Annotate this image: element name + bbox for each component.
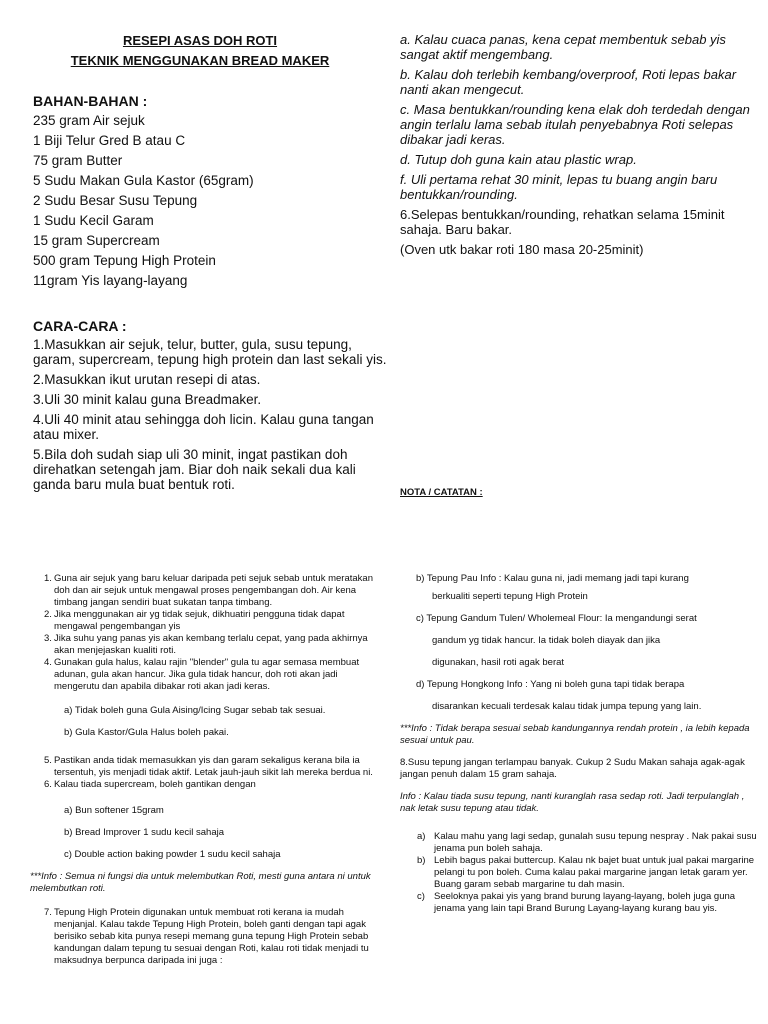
ingredient-item: 500 gram Tepung High Protein	[33, 253, 216, 268]
item-number: 4.	[44, 657, 52, 668]
sub-item: a) Bun softener 15gram	[64, 805, 164, 816]
right-notes	[400, 32, 758, 262]
sub-item	[400, 891, 758, 915]
item-text: Jika suhu yang panas yis akan kembang terlalu cepat, yang pada akhirnya akan menjejaskan kualiti roti.	[54, 633, 368, 656]
info-note: ***Info : Tidak berapa sesuai sebab kandungannya rendah protein , ia lebih kepada sesuai untuk pau.	[400, 723, 750, 746]
method-steps	[33, 337, 388, 497]
method-step: 3.Uli 30 minit kalau guna Breadmaker.	[33, 392, 262, 407]
sub-item	[400, 855, 758, 891]
method-step: 2.Masukkan ikut urutan resepi di atas.	[33, 372, 261, 387]
ingredients-list	[33, 111, 383, 291]
method-step: 5.Bila doh sudah siap uli 30 minit, ingat pastikan doh direhatkan setengah jam. Biar doh naik sekali dua kali ganda baru mula buat bentuk roti.	[33, 447, 356, 492]
flour-c-line: digunakan, hasil roti agak berat	[432, 657, 565, 668]
item-text: Pastikan anda tidak memasukkan yis dan garam sekaligus kerana bila ia tersentuh, yis menjadi tidak aktif. Letak jauh-jauh sikit lah mereka berdua ni.	[54, 755, 373, 778]
note-c: c. Masa bentukkan/rounding kena elak doh terdedah dengan angin terlalu lama sebab itulah penyebabnya Roti selepas dibakar jadi keras.	[400, 102, 750, 147]
info-note: ***Info : Semua ni fungsi dia untuk melembutkan Roti, mesti guna antara ni untuk melembutkan roti.	[30, 871, 371, 894]
note-oven: (Oven utk bakar roti 180 masa 20-25minit)	[400, 242, 644, 257]
ingredient-item: 1 Biji Telur Gred B atau C	[33, 133, 186, 148]
note-item-5	[30, 755, 375, 779]
sub-item: a) Tidak boleh guna Gula Aising/Icing Sugar sebab tak sesuai.	[64, 705, 326, 716]
item-number: 1.	[44, 573, 52, 584]
sub-item-text: Seeloknya pakai yis yang brand burung layang-layang, boleh juga guna jenama yang lain tapi Brand Burung Layang-layang kurang bau yis.	[434, 891, 736, 914]
ingredient-item: 15 gram Supercream	[33, 233, 160, 248]
item-number: 6.	[44, 779, 52, 790]
item-text: Tepung High Protein digunakan untuk membuat roti kerana ia mudah menjanjal. Kalau takde Tepung High Protein, boleh ganti dengan tapi agak berisiko sebab kita punya resepi memang guna tepung High Protein sebab kandungan dalam tepung tu sesuai dengan Roti, kalau roti tidak menjadi tu maksudnya berpunca daripada ini juga :	[54, 907, 369, 966]
sub-item-letter: a)	[417, 831, 426, 842]
item-number: 3.	[44, 633, 52, 644]
note-item-3	[30, 633, 375, 657]
item-number: 2.	[44, 609, 52, 620]
recipe-subtitle: TEKNIK MENGGUNAKAN BREAD MAKER	[70, 53, 330, 68]
flour-b-line: b) Tepung Pau Info : Kalau guna ni, jadi memang jadi tapi kurang	[416, 573, 689, 584]
item-text: Gunakan gula halus, kalau rajin "blender" gula tu agar semasa membuat adunan, gula akan hancur. Jika gula tidak hancur, doh roti akan jadi mengerutu dan apabila dibakar roti akan jadi keras.	[54, 657, 360, 692]
flour-c-line: c) Tepung Gandum Tulen/ Wholemeal Flour: Ia mengandungi serat	[416, 613, 697, 624]
item-number: 7.	[44, 907, 52, 918]
flour-d-line: d) Tepung Hongkong Info : Yang ni boleh guna tapi tidak berapa	[416, 679, 685, 690]
note-b: b. Kalau doh terlebih kembang/overproof, Roti lepas bakar nanti akan mengecut.	[400, 67, 737, 97]
notes-left-column	[30, 573, 375, 967]
item-text: Guna air sejuk yang baru keluar daripada peti sejuk sebab untuk meratakan doh dan air sejuk untuk mengawal proses pengembangan doh. Air kena timbang jangan sendiri buat sukatan tanpa timbang.	[54, 573, 373, 608]
sub-item	[400, 831, 758, 855]
recipe-title: RESEPI ASAS DOH ROTI	[122, 33, 278, 48]
ingredient-item: 235 gram Air sejuk	[33, 113, 145, 128]
note-item-4	[30, 657, 375, 693]
flour-d-line: disarankan kecuali terdesak kalau tidak jumpa tepung yang lain.	[432, 701, 702, 712]
info-note: Info : Kalau tiada susu tepung, nanti kuranglah rasa sedap roti. Jadi terpulanglah , nak letak susu tepung atau tidak.	[400, 791, 745, 814]
note-a: a. Kalau cuaca panas, kena cepat membentuk sebab yis sangat aktif mengembang.	[400, 32, 726, 62]
note-d: d. Tutup doh guna kain atau plastic wrap.	[400, 152, 637, 167]
note-step-6: 6.Selepas bentukkan/rounding, rehatkan selama 15minit sahaja. Baru bakar.	[400, 207, 725, 237]
ingredient-item: 11gram Yis layang-layang	[33, 273, 188, 288]
note-item-2	[30, 609, 375, 633]
method-step: 1.Masukkan air sejuk, telur, butter, gula, susu tepung, garam, supercream, tepung high protein dan last sekali yis.	[33, 337, 387, 367]
sub-item: b) Gula Kastor/Gula Halus boleh pakai.	[64, 727, 229, 738]
sub-item: b) Bread Improver 1 sudu kecil sahaja	[64, 827, 224, 838]
ingredients-heading: BAHAN-BAHAN :	[33, 93, 148, 109]
note-f: f. Uli pertama rehat 30 minit, lepas tu buang angin baru bentukkan/rounding.	[400, 172, 718, 202]
sub-item-letter: c)	[417, 891, 425, 902]
flour-c-line: gandum yg tidak hancur. Ia tidak boleh diayak dan jika	[432, 635, 661, 646]
method-step: 4.Uli 40 minit atau sehingga doh licin. Kalau guna tangan atau mixer.	[33, 412, 374, 442]
ingredient-item: 5 Sudu Makan Gula Kastor (65gram)	[33, 173, 254, 188]
nota-heading: NOTA / CATATAN :	[400, 487, 483, 498]
note-item-1	[30, 573, 375, 609]
item-text: Jika menggunakan air yg tidak sejuk, dikhuatiri pengguna tidak dapat mengawal pengembangan yis	[54, 609, 345, 632]
sub-item-text: Lebih bagus pakai buttercup. Kalau nk bajet buat untuk jual pakai margarine pelangi tu pon boleh. Cuma kalau pakai margarine jangan letak garam yer. Buang garam sebab margarine tu dah masin.	[434, 855, 755, 890]
sub-item-letter: b)	[417, 855, 426, 866]
note-item-8: 8.Susu tepung jangan terlampau banyak. Cukup 2 Sudu Makan sahaja agak-agak jangan penuh dalam 15 gram sahaja.	[400, 757, 745, 780]
item-number: 5.	[44, 755, 52, 766]
ingredient-item: 1 Sudu Kecil Garam	[33, 213, 154, 228]
notes-right-column	[400, 573, 758, 915]
sub-item-text: Kalau mahu yang lagi sedap, gunalah susu tepung nespray . Nak pakai susu jenama pun boleh sahaja.	[434, 831, 757, 854]
flour-b-line: berkualiti seperti tepung High Protein	[432, 591, 588, 602]
ingredient-item: 75 gram Butter	[33, 153, 123, 168]
item-text: Kalau tiada supercream, boleh gantikan dengan	[54, 779, 256, 790]
ingredient-item: 2 Sudu Besar Susu Tepung	[33, 193, 198, 208]
method-heading: CARA-CARA :	[33, 318, 127, 334]
note-item-6	[30, 779, 375, 791]
sub-item: c) Double action baking powder 1 sudu kecil sahaja	[64, 849, 281, 860]
note-item-7	[30, 907, 375, 967]
